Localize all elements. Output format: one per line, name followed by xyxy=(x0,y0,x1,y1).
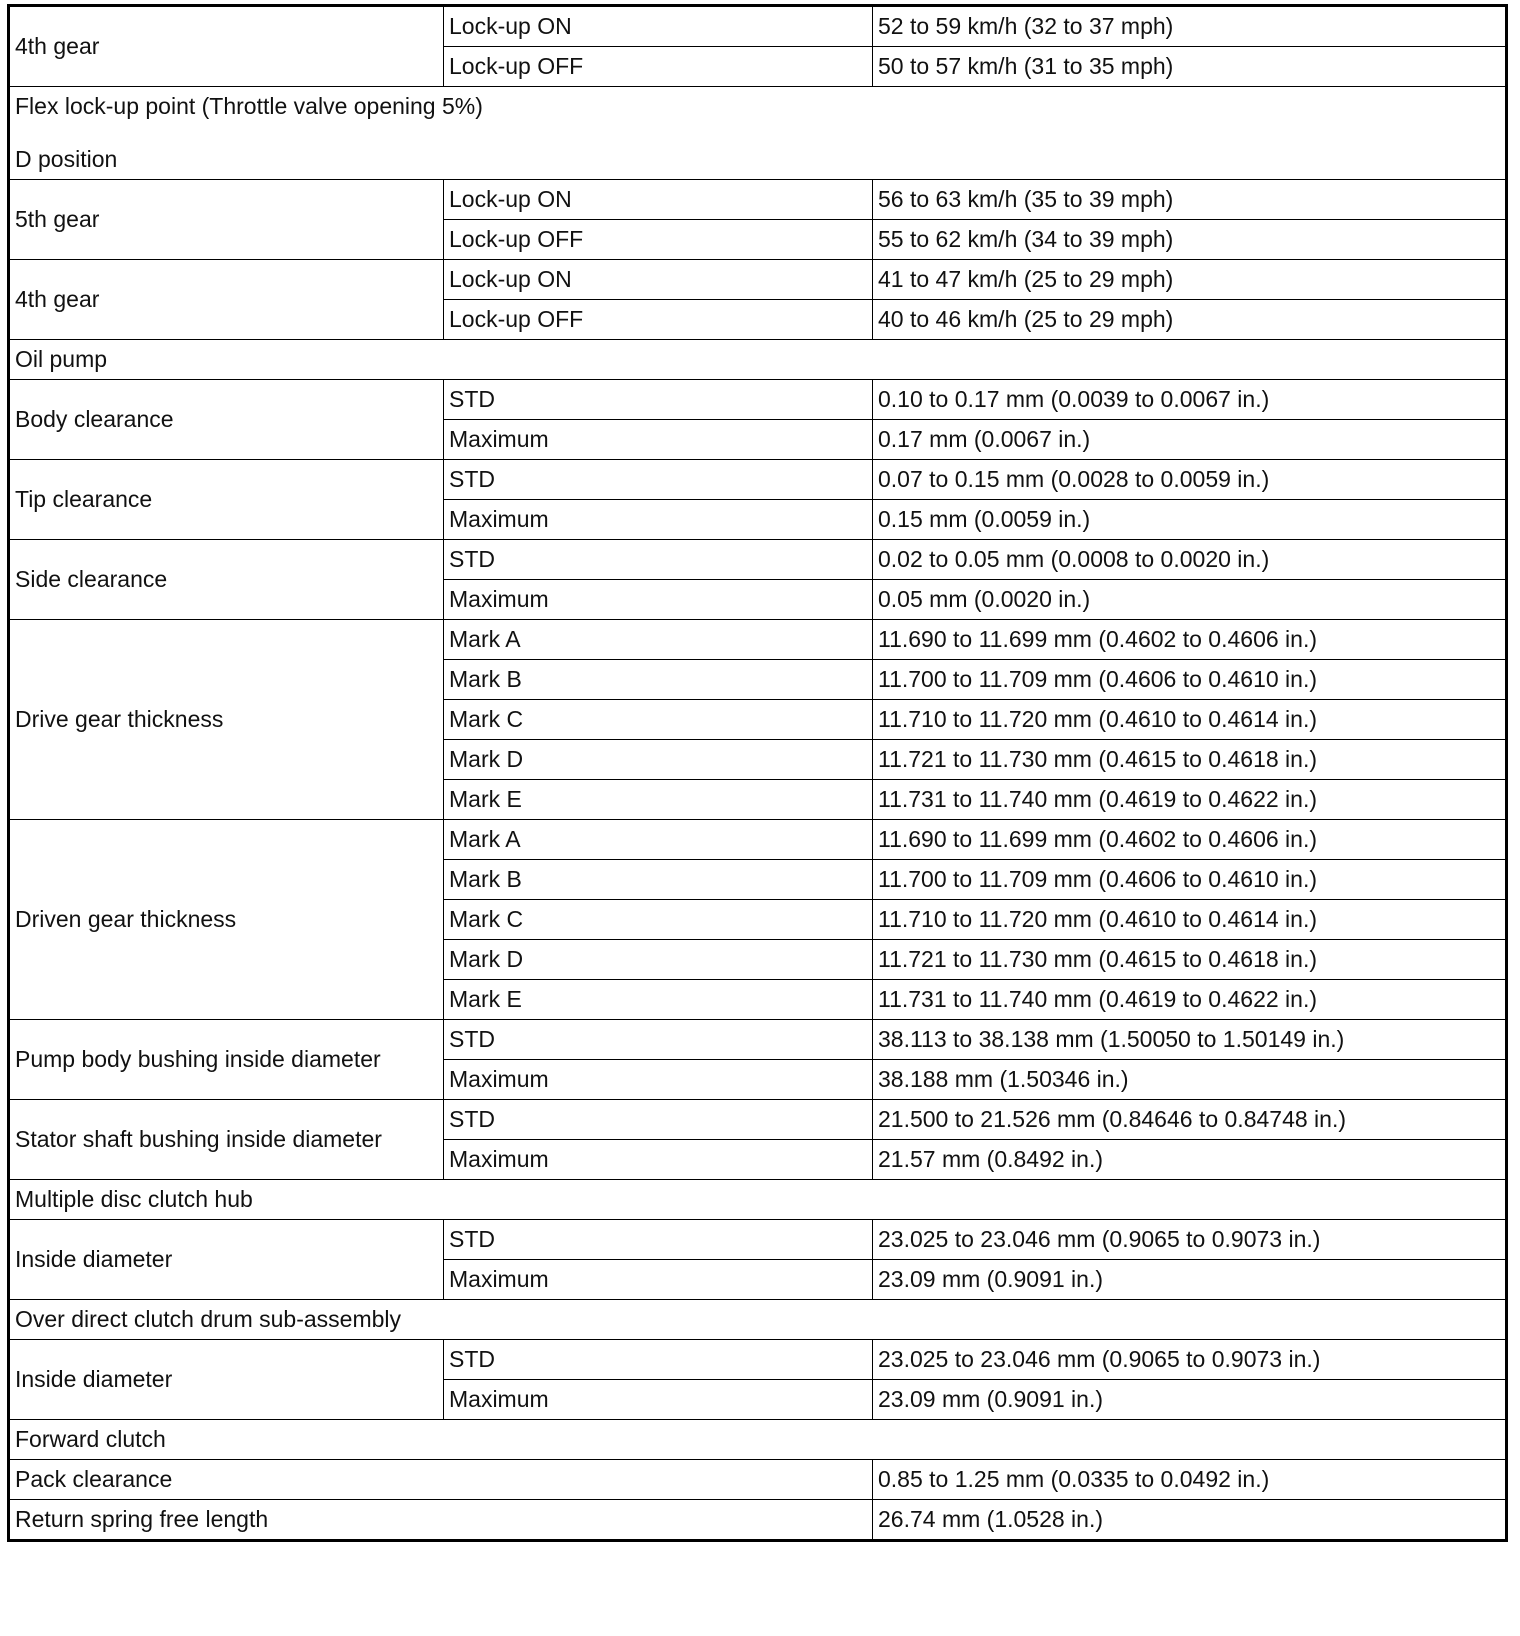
table-row xyxy=(9,380,1507,420)
value-cell: 11.721 to 11.730 mm (0.4615 to 0.4618 in.) xyxy=(873,940,1507,980)
table-row xyxy=(9,460,1507,500)
condition-cell: Maximum xyxy=(444,500,873,540)
specification-table xyxy=(7,4,1508,1542)
row-label: Tip clearance xyxy=(9,460,444,540)
condition-cell: Lock-up ON xyxy=(444,6,873,47)
table-row xyxy=(9,1340,1507,1380)
section-header: Forward clutch xyxy=(9,1420,1507,1460)
table-row xyxy=(9,540,1507,580)
value-cell: 11.710 to 11.720 mm (0.4610 to 0.4614 in.) xyxy=(873,900,1507,940)
value-cell: 11.700 to 11.709 mm (0.4606 to 0.4610 in.) xyxy=(873,860,1507,900)
condition-cell: STD xyxy=(444,380,873,420)
row-label: Driven gear thickness xyxy=(9,820,444,1020)
row-label: Stator shaft bushing inside diameter xyxy=(9,1100,444,1180)
table-row xyxy=(9,1020,1507,1060)
row-label: 5th gear xyxy=(9,180,444,260)
section-header: Oil pump xyxy=(9,340,1507,380)
condition-cell: Lock-up OFF xyxy=(444,300,873,340)
condition-cell: STD xyxy=(444,1340,873,1380)
condition-cell: Mark E xyxy=(444,780,873,820)
table-row xyxy=(9,620,1507,660)
table-row xyxy=(9,1500,1507,1541)
value-cell: 0.07 to 0.15 mm (0.0028 to 0.0059 in.) xyxy=(873,460,1507,500)
row-label: Side clearance xyxy=(9,540,444,620)
value-cell: 11.731 to 11.740 mm (0.4619 to 0.4622 in.) xyxy=(873,780,1507,820)
value-cell: 0.05 mm (0.0020 in.) xyxy=(873,580,1507,620)
row-label: 4th gear xyxy=(9,260,444,340)
condition-cell: STD xyxy=(444,540,873,580)
condition-cell: Mark A xyxy=(444,620,873,660)
condition-cell: STD xyxy=(444,460,873,500)
condition-cell: Mark C xyxy=(444,700,873,740)
table-row xyxy=(9,260,1507,300)
value-cell: 11.690 to 11.699 mm (0.4602 to 0.4606 in.) xyxy=(873,620,1507,660)
condition-cell: Mark A xyxy=(444,820,873,860)
row-label: Body clearance xyxy=(9,380,444,460)
condition-cell: Maximum xyxy=(444,1380,873,1420)
table-row xyxy=(9,1460,1507,1500)
value-cell: 11.700 to 11.709 mm (0.4606 to 0.4610 in.) xyxy=(873,660,1507,700)
row-label: Return spring free length xyxy=(9,1500,873,1541)
section-header-row xyxy=(9,1180,1507,1220)
row-label: Pump body bushing inside diameter xyxy=(9,1020,444,1100)
condition-cell: Lock-up ON xyxy=(444,180,873,220)
value-cell: 23.09 mm (0.9091 in.) xyxy=(873,1380,1507,1420)
condition-cell: Mark B xyxy=(444,860,873,900)
condition-cell: STD xyxy=(444,1020,873,1060)
value-cell: 0.02 to 0.05 mm (0.0008 to 0.0020 in.) xyxy=(873,540,1507,580)
condition-cell: Mark E xyxy=(444,980,873,1020)
row-label: Inside diameter xyxy=(9,1220,444,1300)
condition-cell: Maximum xyxy=(444,1260,873,1300)
condition-cell: Maximum xyxy=(444,1060,873,1100)
condition-cell: STD xyxy=(444,1220,873,1260)
value-cell: 40 to 46 km/h (25 to 29 mph) xyxy=(873,300,1507,340)
value-cell: 21.500 to 21.526 mm (0.84646 to 0.84748 in.) xyxy=(873,1100,1507,1140)
table-row xyxy=(9,180,1507,220)
value-cell: 23.09 mm (0.9091 in.) xyxy=(873,1260,1507,1300)
value-cell: 0.17 mm (0.0067 in.) xyxy=(873,420,1507,460)
table-row xyxy=(9,1100,1507,1140)
section-header-line: Flex lock-up point (Throttle valve opening 5%) xyxy=(15,93,483,119)
table-row xyxy=(9,820,1507,860)
section-header: Multiple disc clutch hub xyxy=(9,1180,1507,1220)
section-header-row xyxy=(9,87,1507,180)
table-row xyxy=(9,6,1507,47)
row-label: 4th gear xyxy=(9,6,444,87)
value-cell: 0.85 to 1.25 mm (0.0335 to 0.0492 in.) xyxy=(873,1460,1507,1500)
value-cell: 23.025 to 23.046 mm (0.9065 to 0.9073 in.) xyxy=(873,1340,1507,1380)
section-header xyxy=(9,87,1507,180)
section-header-row xyxy=(9,1420,1507,1460)
condition-cell: Lock-up OFF xyxy=(444,47,873,87)
condition-cell: Lock-up OFF xyxy=(444,220,873,260)
row-label: Drive gear thickness xyxy=(9,620,444,820)
value-cell: 50 to 57 km/h (31 to 35 mph) xyxy=(873,47,1507,87)
section-header-line: D position xyxy=(15,146,118,172)
value-cell: 11.731 to 11.740 mm (0.4619 to 0.4622 in.) xyxy=(873,980,1507,1020)
value-cell: 52 to 59 km/h (32 to 37 mph) xyxy=(873,6,1507,47)
condition-cell: Maximum xyxy=(444,1140,873,1180)
condition-cell: STD xyxy=(444,1100,873,1140)
condition-cell: Mark B xyxy=(444,660,873,700)
value-cell: 11.690 to 11.699 mm (0.4602 to 0.4606 in.) xyxy=(873,820,1507,860)
value-cell: 55 to 62 km/h (34 to 39 mph) xyxy=(873,220,1507,260)
condition-cell: Mark C xyxy=(444,900,873,940)
value-cell: 41 to 47 km/h (25 to 29 mph) xyxy=(873,260,1507,300)
value-cell: 56 to 63 km/h (35 to 39 mph) xyxy=(873,180,1507,220)
value-cell: 0.15 mm (0.0059 in.) xyxy=(873,500,1507,540)
section-header-row xyxy=(9,340,1507,380)
condition-cell: Maximum xyxy=(444,420,873,460)
condition-cell: Lock-up ON xyxy=(444,260,873,300)
condition-cell: Mark D xyxy=(444,940,873,980)
value-cell: 26.74 mm (1.0528 in.) xyxy=(873,1500,1507,1541)
value-cell: 21.57 mm (0.8492 in.) xyxy=(873,1140,1507,1180)
condition-cell: Mark D xyxy=(444,740,873,780)
section-header: Over direct clutch drum sub-assembly xyxy=(9,1300,1507,1340)
spec-page xyxy=(7,4,1508,1542)
value-cell: 11.710 to 11.720 mm (0.4610 to 0.4614 in.) xyxy=(873,700,1507,740)
value-cell: 0.10 to 0.17 mm (0.0039 to 0.0067 in.) xyxy=(873,380,1507,420)
row-label: Pack clearance xyxy=(9,1460,873,1500)
value-cell: 38.188 mm (1.50346 in.) xyxy=(873,1060,1507,1100)
value-cell: 11.721 to 11.730 mm (0.4615 to 0.4618 in.) xyxy=(873,740,1507,780)
value-cell: 23.025 to 23.046 mm (0.9065 to 0.9073 in.) xyxy=(873,1220,1507,1260)
row-label: Inside diameter xyxy=(9,1340,444,1420)
condition-cell: Maximum xyxy=(444,580,873,620)
table-row xyxy=(9,1220,1507,1260)
section-header-row xyxy=(9,1300,1507,1340)
value-cell: 38.113 to 38.138 mm (1.50050 to 1.50149 in.) xyxy=(873,1020,1507,1060)
